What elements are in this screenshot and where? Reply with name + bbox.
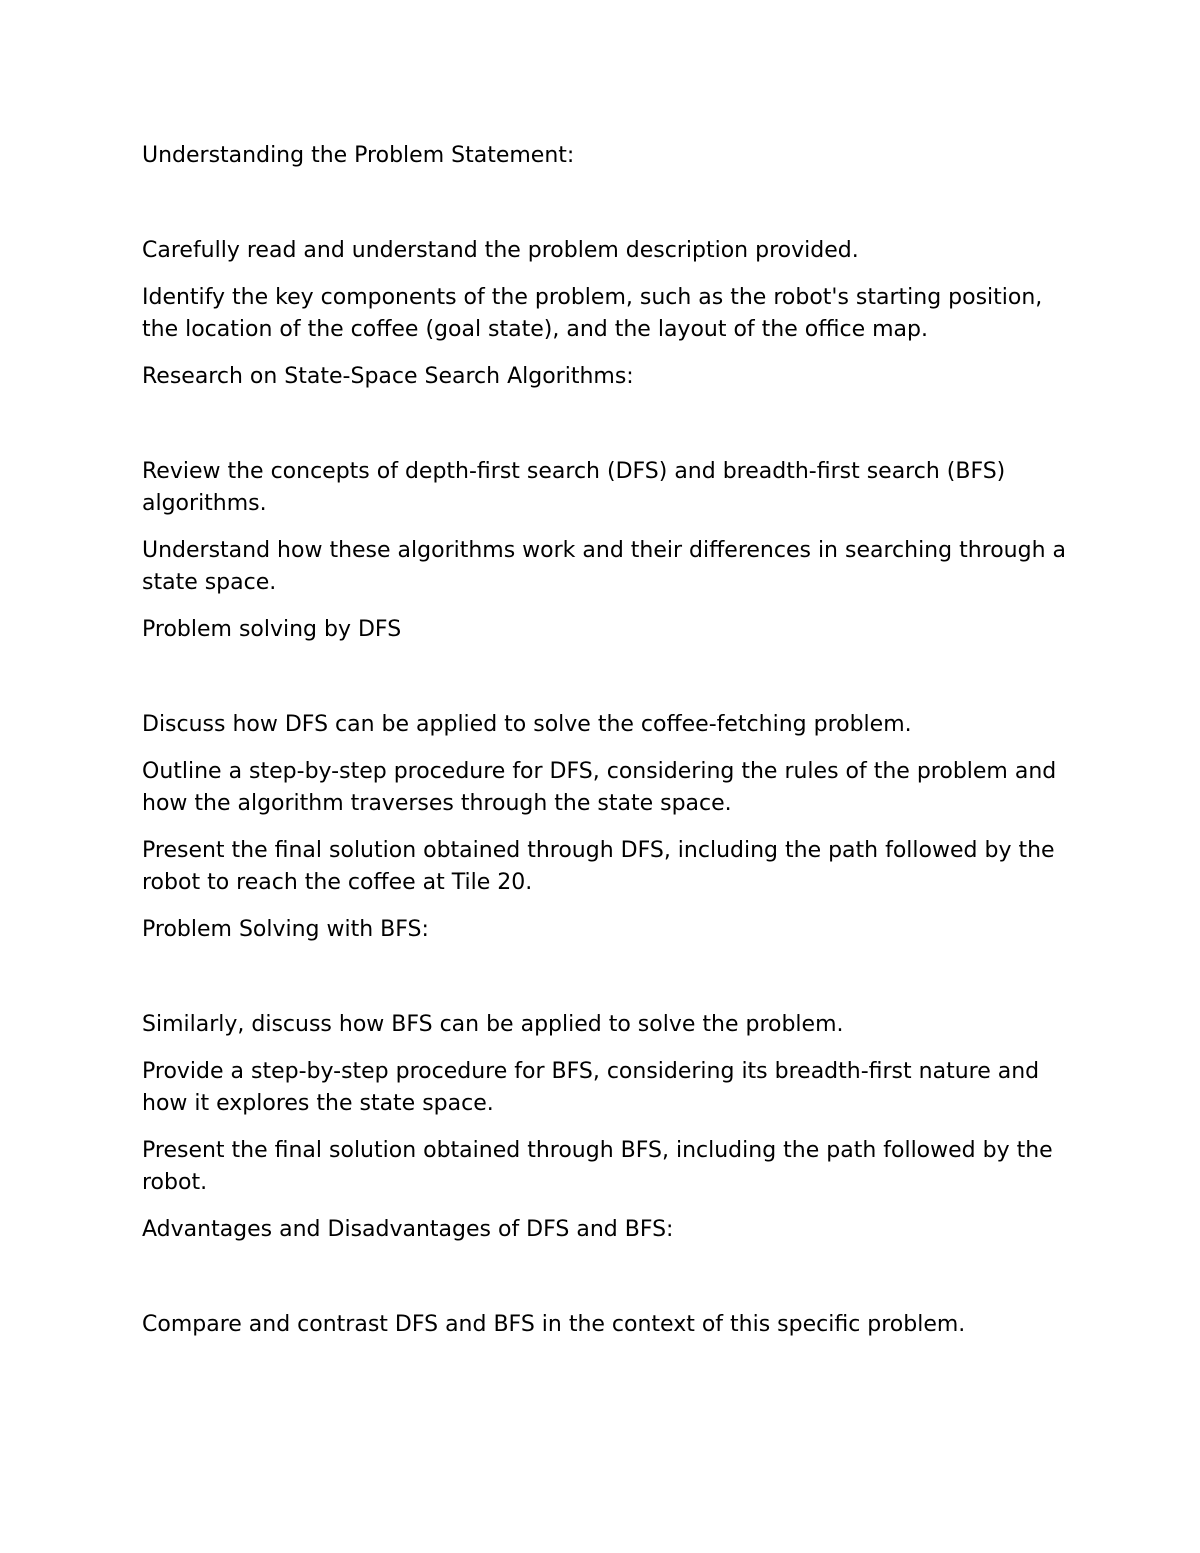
paragraph: Similarly, discuss how BFS can be applied to solve the problem. <box>142 1012 844 1037</box>
paragraph: Understand how these algorithms work and their differences in searching through a state space. <box>142 538 1066 595</box>
paragraph: Review the concepts of depth-first search (DFS) and breadth-first search (BFS) algorithms. <box>142 459 1006 516</box>
section-heading: Problem solving by DFS <box>142 617 402 642</box>
paragraph: Carefully read and understand the problem description provided. <box>142 238 859 263</box>
paragraph: Compare and contrast DFS and BFS in the context of this specific problem. <box>142 1312 966 1337</box>
paragraph: Present the final solution obtained through DFS, including the path followed by the robot to reach the coffee at Tile 20. <box>142 838 1055 895</box>
paragraph: Present the final solution obtained through BFS, including the path followed by the robot. <box>142 1138 1053 1195</box>
section-heading: Advantages and Disadvantages of DFS and BFS: <box>142 1217 674 1242</box>
document-body <box>142 140 1072 1356</box>
section-heading: Problem Solving with BFS: <box>142 917 429 942</box>
paragraph: Provide a step-by-step procedure for BFS, considering its breadth-first nature and how it explores the state space. <box>142 1059 1040 1116</box>
paragraph: Outline a step-by-step procedure for DFS, considering the rules of the problem and how the algorithm traverses through the state space. <box>142 759 1057 816</box>
paragraph: Discuss how DFS can be applied to solve the coffee-fetching problem. <box>142 712 912 737</box>
paragraph: Identify the key components of the problem, such as the robot's starting position, the location of the coffee (goal state), and the layout of the office map. <box>142 285 1043 342</box>
section-heading: Research on State-Space Search Algorithms: <box>142 364 634 389</box>
section-heading: Understanding the Problem Statement: <box>142 143 575 168</box>
